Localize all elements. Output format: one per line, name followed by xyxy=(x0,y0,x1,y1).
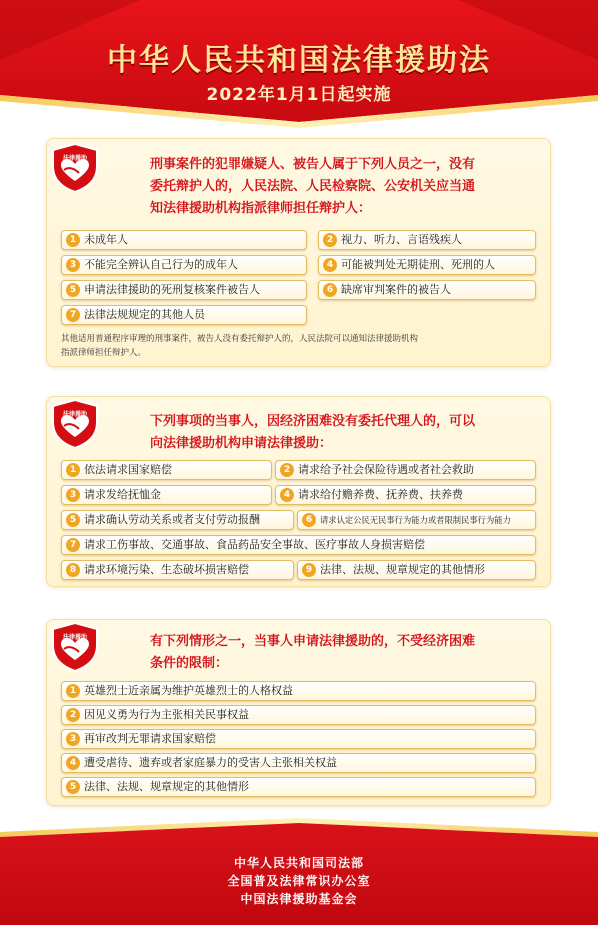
item-text: 不能完全辨认自己行为的成年人 xyxy=(84,258,238,271)
item-text: 缺席审判案件的被告人 xyxy=(341,283,451,296)
list-item xyxy=(61,705,536,725)
header-banner xyxy=(0,0,598,130)
list-item xyxy=(318,255,536,275)
list-item xyxy=(61,753,536,773)
item-number: 5 xyxy=(66,513,80,527)
footer-banner xyxy=(0,818,598,925)
effective-date: 2022年1月1日起实施 xyxy=(206,85,392,105)
list-item xyxy=(61,460,272,480)
note-line: 指派律师担任辩护人。 xyxy=(61,348,147,358)
item-number: 5 xyxy=(66,283,80,297)
emblem-label: 法律援助 xyxy=(62,634,87,641)
list-item xyxy=(297,560,536,580)
item-text: 再审改判无罪请求国家赔偿 xyxy=(84,732,216,745)
list-item xyxy=(61,681,536,701)
item-number: 3 xyxy=(66,732,80,746)
civil-matters-panel xyxy=(47,397,550,586)
criminal-cases-panel xyxy=(47,139,550,366)
intro-line: 条件的限制： xyxy=(150,656,229,671)
item-text: 遭受虐待、遗弃或者家庭暴力的受害人主张相关权益 xyxy=(84,756,337,769)
emblem-label: 法律援助 xyxy=(62,411,87,418)
item-text: 请求认定公民无民事行为能力或者限制民事行为能力 xyxy=(320,515,511,525)
list-item xyxy=(61,255,307,275)
section1-intro xyxy=(150,154,590,220)
item-text: 请求发给抚恤金 xyxy=(84,488,161,501)
item-number: 6 xyxy=(302,513,316,527)
item-text: 法律法规规定的其他人员 xyxy=(84,308,205,321)
note-line: 其他适用普通程序审理的刑事案件，被告人没有委托辩护人的，人民法院可以通知法律援助机构 xyxy=(61,334,419,344)
intro-line: 有下列情形之一，当事人申请法律援助的，不受经济困难 xyxy=(150,634,476,649)
item-number: 9 xyxy=(302,563,316,577)
page-title: 中华人民共和国法律援助法 xyxy=(107,43,491,78)
item-number: 6 xyxy=(323,283,337,297)
list-item xyxy=(61,729,536,749)
item-text: 申请法律援助的死刑复核案件被告人 xyxy=(84,283,260,296)
list-item xyxy=(61,485,272,505)
intro-line: 向法律援助机构申请法律援助： xyxy=(150,436,333,451)
item-number: 4 xyxy=(280,488,294,502)
legal-aid-shield-heart-icon xyxy=(51,399,99,449)
list-item xyxy=(61,280,307,300)
intro-line: 知法律援助机构指派律师担任辩护人： xyxy=(150,201,372,216)
item-text: 未成年人 xyxy=(84,233,128,246)
section2-intro xyxy=(150,411,590,455)
item-number: 4 xyxy=(323,258,337,272)
item-number: 1 xyxy=(66,233,80,247)
list-item xyxy=(61,510,294,530)
intro-line: 刑事案件的犯罪嫌疑人、被告人属于下列人员之一，没有 xyxy=(150,157,476,172)
item-text: 可能被判处无期徒刑、死刑的人 xyxy=(341,258,495,271)
item-number: 7 xyxy=(66,538,80,552)
item-number: 3 xyxy=(66,258,80,272)
item-number: 4 xyxy=(66,756,80,770)
list-item xyxy=(275,485,536,505)
list-item xyxy=(61,777,536,797)
emblem-label: 法律援助 xyxy=(62,155,87,162)
list-item xyxy=(61,560,294,580)
list-item xyxy=(275,460,536,480)
item-number: 7 xyxy=(66,308,80,322)
item-number: 2 xyxy=(323,233,337,247)
issuer-line: 中国法律援助基金会 xyxy=(240,892,358,906)
item-text: 法律、法规、规章规定的其他情形 xyxy=(84,780,249,793)
legal-aid-shield-heart-icon xyxy=(51,143,99,193)
item-text: 请求给予社会保险待遇或者社会救助 xyxy=(298,463,474,476)
issuer-line: 全国普及法律常识办公室 xyxy=(227,874,371,888)
item-text: 因见义勇为行为主张相关民事权益 xyxy=(84,708,249,721)
item-text: 请求环境污染、生态破坏损害赔偿 xyxy=(84,563,249,576)
item-number: 1 xyxy=(66,684,80,698)
item-number: 1 xyxy=(66,463,80,477)
intro-line: 委托辩护人的，人民法院、人民检察院、公安机关应当通 xyxy=(150,179,476,194)
item-text: 请求确认劳动关系或者支付劳动报酬 xyxy=(84,513,260,526)
item-text: 请求给付赡养费、抚养费、扶养费 xyxy=(298,488,463,501)
intro-line: 下列事项的当事人，因经济困难没有委托代理人的，可以 xyxy=(150,414,476,429)
item-number: 5 xyxy=(66,780,80,794)
item-text: 请求工伤事故、交通事故、食品药品安全事故、医疗事故人身损害赔偿 xyxy=(84,538,425,551)
section1-note xyxy=(61,332,541,360)
list-item xyxy=(61,230,307,250)
item-number: 2 xyxy=(66,708,80,722)
legal-aid-shield-heart-icon xyxy=(51,622,99,672)
item-text: 英雄烈士近亲属为维护英雄烈士的人格权益 xyxy=(84,684,293,697)
list-item xyxy=(61,535,536,555)
issuer-line: 中华人民共和国司法部 xyxy=(233,856,364,870)
list-item xyxy=(61,305,307,325)
item-text: 法律、法规、规章规定的其他情形 xyxy=(320,563,485,576)
item-text: 视力、听力、言语残疾人 xyxy=(341,233,462,246)
item-number: 8 xyxy=(66,563,80,577)
list-item xyxy=(318,280,536,300)
item-text: 依法请求国家赔偿 xyxy=(84,463,172,476)
list-item xyxy=(318,230,536,250)
no-financial-test-panel xyxy=(47,620,550,805)
section3-intro xyxy=(150,631,590,675)
list-item xyxy=(297,510,536,530)
item-number: 3 xyxy=(66,488,80,502)
item-number: 2 xyxy=(280,463,294,477)
